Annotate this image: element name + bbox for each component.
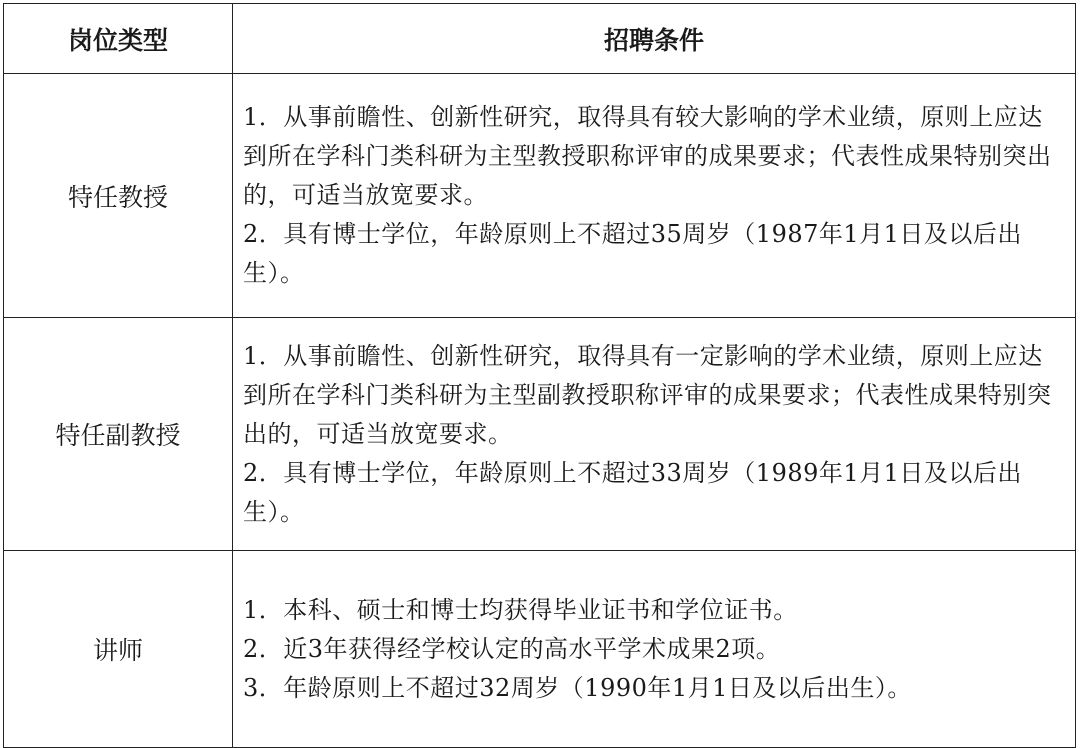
conditions-cell [233, 318, 1076, 551]
table-header-row [4, 4, 1076, 74]
position-type-cell: 讲师 [4, 551, 233, 748]
condition-item: 1．从事前瞻性、创新性研究，取得具有一定影响的学术业绩，原则上应达到所在学科门类科研为主型副教授职称评审的成果要求；代表性成果特别突出的，可适当放宽要求。 [243, 341, 1052, 448]
condition-item: 2．具有博士学位，年龄原则上不超过35周岁（1987年1月1日及以后出生）。 [243, 220, 1022, 287]
table-row [4, 551, 1076, 748]
header-recruitment-conditions: 招聘条件 [233, 4, 1076, 74]
condition-item: 2．具有博士学位，年龄原则上不超过33周岁（1989年1月1日及以后出生）。 [243, 458, 1022, 526]
condition-item: 1．本科、硕士和博士均获得毕业证书和学位证书。 [243, 595, 798, 624]
condition-item: 2．近3年获得经学校认定的高水平学术成果2项。 [243, 634, 781, 663]
position-type-cell: 特任教授 [4, 74, 233, 318]
table-row [4, 74, 1076, 318]
condition-item: 3．年龄原则上不超过32周岁（1990年1月1日及以后出生）。 [243, 673, 912, 702]
condition-item: 1．从事前瞻性、创新性研究，取得具有较大影响的学术业绩，原则上应达到所在学科门类科研为主型教授职称评审的成果要求；代表性成果特别突出的，可适当放宽要求。 [243, 103, 1052, 209]
conditions-cell [233, 551, 1076, 748]
position-type-cell: 特任副教授 [4, 318, 233, 551]
table-row [4, 318, 1076, 551]
header-position-type: 岗位类型 [4, 4, 233, 74]
conditions-cell [233, 74, 1076, 318]
recruitment-table [3, 3, 1076, 748]
